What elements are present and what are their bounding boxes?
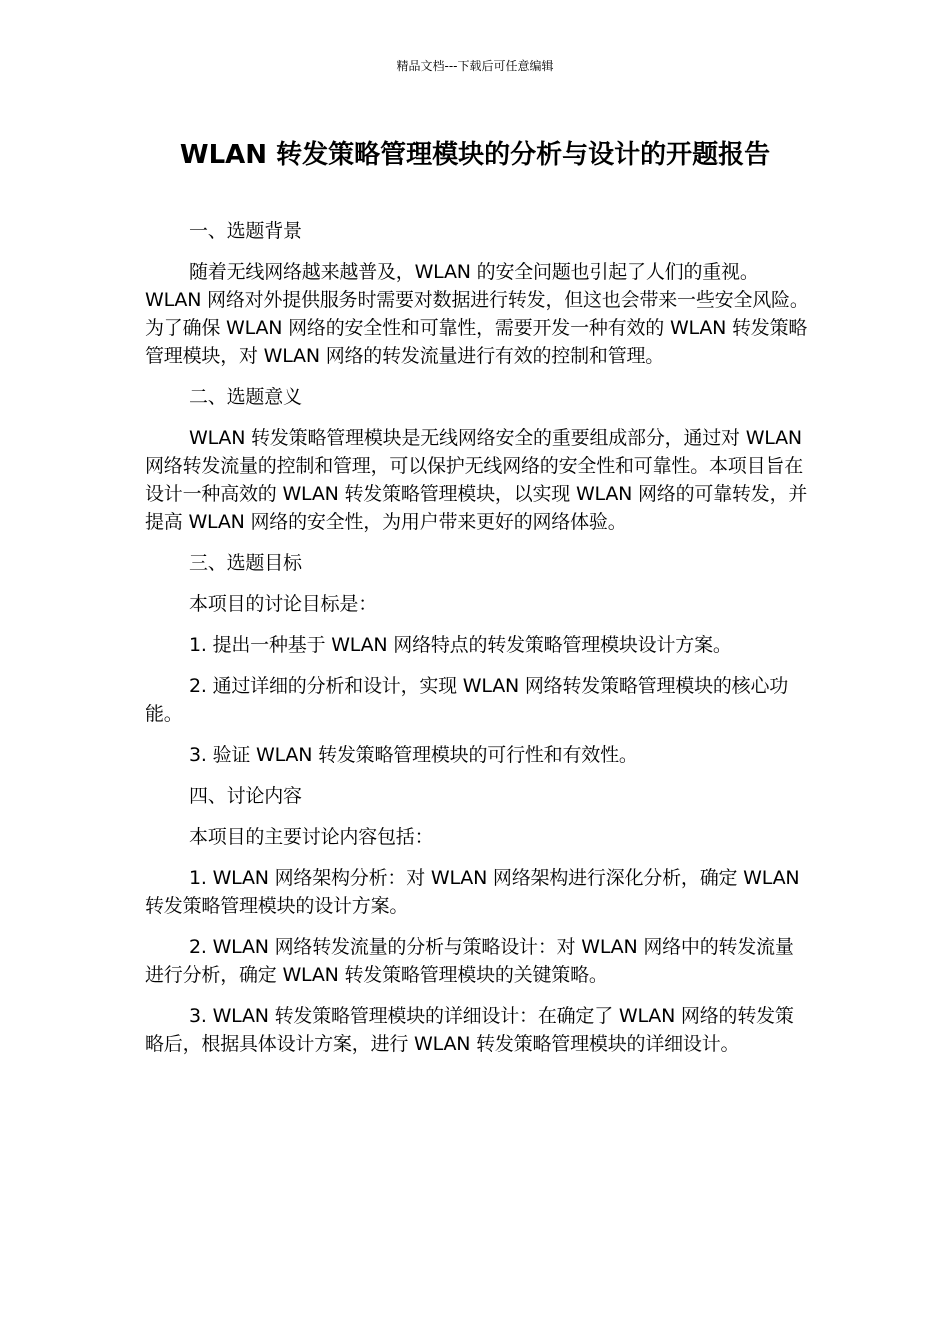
paragraph-significance: WLAN 转发策略管理模块是无线网络安全的重要组成部分，通过对 WLAN 网络转发流量的控制和管理，可以保护无线网络的安全性和可靠性。本项目旨在设计一种高效的 WLAN 转发策略管理模块，以实现 WLAN 网络的可靠转发，并提高 WLAN 网络的安全性，为用户带来更好的网络体验。 [145,427,808,533]
list-item-content-3: 3. WLAN 转发策略管理模块的详细设计：在确定了 WLAN 网络的转发策略后，根据具体设计方案，进行 WLAN 转发策略管理模块的详细设计。 [145,1005,794,1055]
list-item-goal-1: 1. 提出一种基于 WLAN 网络特点的转发策略管理模块设计方案。 [189,634,732,656]
paragraph-goals-intro: 本项目的讨论目标是： [189,593,378,615]
paragraph-background: 随着无线网络越来越普及，WLAN 的安全问题也引起了人们的重视。WLAN 网络对外提供服务时需要对数据进行转发，但这也会带来一些安全风险。为了确保 WLAN 网络的安全性和可靠性，需要开发一种有效的 WLAN 转发策略管理模块，对 WLAN 网络的转发流量进行有效的控制和管理。 [145,261,809,367]
list-item-content-2: 2. WLAN 网络转发流量的分析与策略设计：对 WLAN 网络中的转发流量进行分析，确定 WLAN 转发策略管理模块的关键策略。 [145,936,794,986]
header-note: 精品文档---下载后可任意编辑 [396,59,554,73]
document-body [145,217,810,1071]
section-heading-background: 一、选题背景 [189,220,302,242]
list-item-content-1: 1. WLAN 网络架构分析：对 WLAN 网络架构进行深化分析，确定 WLAN 转发策略管理模块的设计方案。 [145,867,800,917]
section-heading-significance: 二、选题意义 [189,386,302,408]
list-item-goal-3: 3. 验证 WLAN 转发策略管理模块的可行性和有效性。 [189,744,638,766]
list-item-goal-2: 2. 通过详细的分析和设计，实现 WLAN 网络转发策略管理模块的核心功能。 [145,675,789,725]
document-title: WLAN 转发策略管理模块的分析与设计的开题报告 [179,140,771,170]
section-heading-goals: 三、选题目标 [189,552,302,574]
paragraph-content-intro: 本项目的主要讨论内容包括： [189,826,434,848]
section-heading-content: 四、讨论内容 [189,785,302,807]
